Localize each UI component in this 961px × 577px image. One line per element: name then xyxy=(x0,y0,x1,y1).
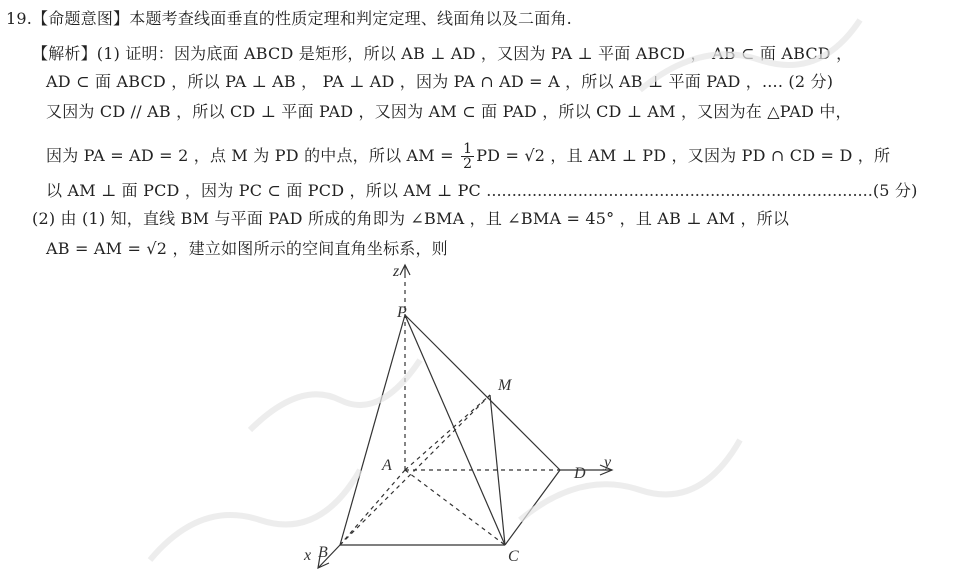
bm-dashed xyxy=(340,395,490,545)
problem-number: 19. xyxy=(6,9,33,28)
solution-line-6: (2) 由 (1) 知，直线 BM 与平面 PAD 所成的角即为 ∠BMA ，且 ∠BMA = 45° ，且 AB ⊥ AM ，所以 xyxy=(32,209,790,228)
label-c: C xyxy=(508,548,519,565)
solution-line-5a: 以 AM ⊥ 面 PCD ，因为 PC ⊂ 面 PCD ，所以 AM ⊥ PC xyxy=(46,181,487,200)
label-m: M xyxy=(498,377,512,394)
solution-line-4b: PD = √2 ，且 AM ⊥ PD ，又因为 PD ∩ CD = D ，所 xyxy=(476,146,891,165)
ab-dashed xyxy=(340,470,405,545)
problem-title-bracket: 【命题意图】 xyxy=(32,9,130,28)
ac-dashed xyxy=(405,470,505,545)
score-5: (5 分) xyxy=(872,181,918,200)
label-b: B xyxy=(318,544,328,561)
edge-cd xyxy=(505,470,560,545)
fraction-denominator: 2 xyxy=(463,156,473,172)
label-y: y xyxy=(604,454,612,471)
leader-dots: ............................................................................ xyxy=(486,181,873,200)
problem-title-text: 本题考查线面垂直的性质定理和判定定理、线面角以及二面角. xyxy=(129,9,572,28)
label-p: P xyxy=(397,304,407,321)
solution-line-3: 又因为 CD // AB ，所以 CD ⊥ 平面 PAD ，又因为 AM ⊂ 面 PAD ，所以 CD ⊥ AM ，又因为在 △PAD 中， xyxy=(46,102,852,121)
label-x: x xyxy=(304,547,312,564)
solution-line-4a: 因为 PA = AD = 2 ，点 M 为 PD 的中点，所以 AM = xyxy=(46,146,460,165)
am-dashed xyxy=(405,395,490,470)
label-a: A xyxy=(382,457,392,474)
fraction-numerator: 1 xyxy=(463,141,473,157)
edge-pb xyxy=(340,315,405,545)
label-d: D xyxy=(574,465,586,482)
solution-line-7: AB = AM = √2 ，建立如图所示的空间直角坐标系，则 xyxy=(46,239,448,258)
label-z: z xyxy=(393,263,400,280)
edge-pd xyxy=(405,315,560,470)
edge-pc xyxy=(405,315,505,545)
solution-line-2: AD ⊂ 面 ABCD ，所以 PA ⊥ AB ， PA ⊥ AD ，因为 PA ∩ AD = A ，所以 AB ⊥ 平面 PAD ，.... (2 分) xyxy=(46,72,834,91)
solution-line-1: 【解析】(1) 证明：因为底面 ABCD 是矩形，所以 AB ⊥ AD ，又因为 PA ⊥ 平面 ABCD ， AB ⊂ 面 ABCD ， xyxy=(32,44,853,63)
